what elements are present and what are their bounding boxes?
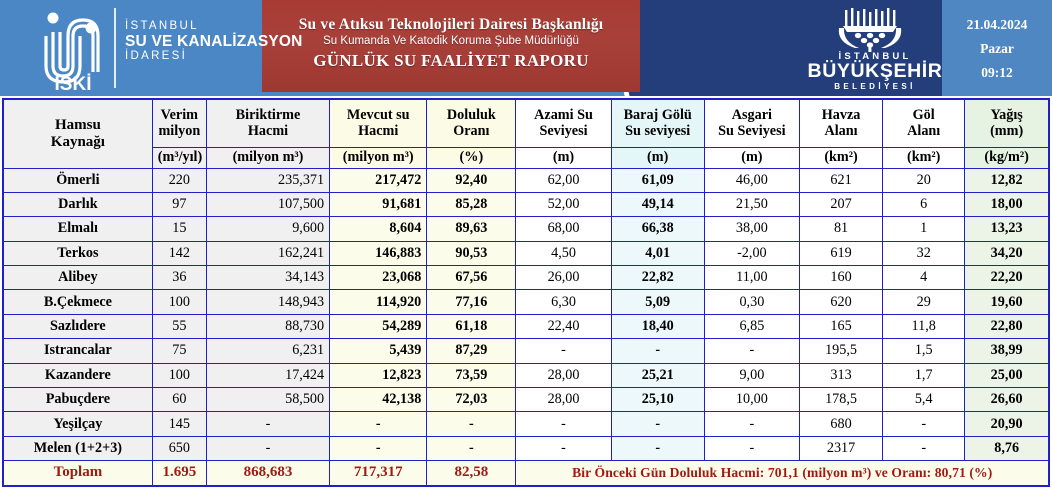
cell-azami: 52,00 (516, 192, 611, 216)
cell-baraj: 5,09 (611, 290, 704, 314)
unit-havza: (km²) (799, 147, 882, 168)
cell-yagis: 34,20 (965, 241, 1049, 265)
cell-havza: 621 (799, 168, 882, 192)
cell-biriktirme: 17,424 (206, 363, 329, 387)
cell-havza: 2317 (799, 436, 882, 460)
cell-gol: 29 (883, 290, 965, 314)
cell-yagis: 22,80 (965, 314, 1049, 338)
cell-asgari: 11,00 (704, 266, 799, 290)
cell-mevcut: - (330, 436, 427, 460)
cell-biriktirme: 58,500 (206, 388, 329, 412)
cell-baraj: 49,14 (611, 192, 704, 216)
cell-azami: 22,40 (516, 314, 611, 338)
report-time: 09:12 (981, 65, 1013, 80)
cell-havza: 195,5 (799, 339, 882, 363)
cell-mevcut: 12,823 (330, 363, 427, 387)
cell-doluluk: 67,56 (427, 266, 516, 290)
iski-line3: İDARESİ (125, 50, 188, 63)
cell-asgari: -2,00 (704, 241, 799, 265)
cell-name: Istrancalar (3, 339, 152, 363)
table-row (3, 192, 1049, 216)
cell-havza: 178,5 (799, 388, 882, 412)
cell-name: Kazandere (3, 363, 152, 387)
cell-asgari: 21,50 (704, 192, 799, 216)
report-day: Pazar (980, 41, 1014, 56)
page-title: GÜNLÜK SU FAALİYET RAPORU (313, 51, 589, 70)
water-sources-table (2, 98, 1050, 487)
cell-biriktirme: 34,143 (206, 266, 329, 290)
table-row (3, 314, 1049, 338)
cell-name: Yeşilçay (3, 412, 152, 436)
ibb-line2: BÜYÜKŞEHİR (807, 60, 943, 82)
cell-doluluk: 72,03 (427, 388, 516, 412)
cell-azami: 6,30 (516, 290, 611, 314)
cell-baraj: 25,10 (611, 388, 704, 412)
cell-mevcut: 217,472 (330, 168, 427, 192)
table-row (3, 339, 1049, 363)
cell-baraj: 4,01 (611, 241, 704, 265)
cell-gol: - (883, 412, 965, 436)
total-label: Toplam (3, 461, 152, 486)
cell-havza: 160 (799, 266, 882, 290)
cell-yagis: 12,82 (965, 168, 1049, 192)
col-header-source: Hamsu Kaynağı (3, 99, 152, 168)
cell-asgari: - (704, 339, 799, 363)
table-header-row (3, 99, 1049, 147)
cell-doluluk: 92,40 (427, 168, 516, 192)
cell-yagis: 13,23 (965, 217, 1049, 241)
col-header-baraj: Baraj Gölü Su seviyesi (611, 99, 704, 147)
cell-havza: 313 (799, 363, 882, 387)
iski-line1: İSTANBUL (125, 20, 199, 32)
table-row (3, 436, 1049, 460)
cell-gol: 5,4 (883, 388, 965, 412)
cell-azami: 4,50 (516, 241, 611, 265)
col-header-doluluk: Doluluk Oranı (427, 99, 516, 147)
cell-yagis: 8,76 (965, 436, 1049, 460)
unit-baraj: (m) (611, 147, 704, 168)
col-header-gol: Göl Alanı (883, 99, 965, 147)
cell-havza: 81 (799, 217, 882, 241)
unit-title: Su Kumanda Ve Katodik Koruma Şube Müdürlüğü (323, 35, 579, 47)
col-header-azami: Azami Su Seviyesi (516, 99, 611, 147)
cell-biriktirme: 162,241 (206, 241, 329, 265)
cell-azami: - (516, 436, 611, 460)
table-row (3, 168, 1049, 192)
cell-name: Terkos (3, 241, 152, 265)
cell-biriktirme: 148,943 (206, 290, 329, 314)
cell-biriktirme: - (206, 436, 329, 460)
cell-yagis: 20,90 (965, 412, 1049, 436)
cell-havza: 680 (799, 412, 882, 436)
cell-name: Sazlıdere (3, 314, 152, 338)
cell-gol: 32 (883, 241, 965, 265)
cell-yagis: 38,99 (965, 339, 1049, 363)
cell-asgari: 10,00 (704, 388, 799, 412)
cell-havza: 165 (799, 314, 882, 338)
cell-yagis: 26,60 (965, 388, 1049, 412)
cell-gol: 4 (883, 266, 965, 290)
cell-azami: 28,00 (516, 388, 611, 412)
cell-doluluk: 85,28 (427, 192, 516, 216)
col-header-mevcut: Mevcut su Hacmi (330, 99, 427, 147)
cell-verim: 60 (152, 388, 206, 412)
table-unit-row (3, 147, 1049, 168)
cell-doluluk: - (427, 412, 516, 436)
cell-mevcut: 23,068 (330, 266, 427, 290)
unit-azami: (m) (516, 147, 611, 168)
cell-havza: 619 (799, 241, 882, 265)
unit-doluluk: (%) (427, 147, 516, 168)
cell-mevcut: 5,439 (330, 339, 427, 363)
cell-doluluk: 77,16 (427, 290, 516, 314)
total-biriktirme: 868,683 (206, 461, 329, 486)
cell-gol: 1 (883, 217, 965, 241)
cell-name: Ömerli (3, 168, 152, 192)
table-row (3, 412, 1049, 436)
cell-biriktirme: 235,371 (206, 168, 329, 192)
cell-mevcut: - (330, 412, 427, 436)
col-header-biriktirme: Biriktirme Hacmi (206, 99, 329, 147)
cell-doluluk: 87,29 (427, 339, 516, 363)
cell-verim: 100 (152, 363, 206, 387)
iski-wordmark (125, 20, 303, 63)
cell-baraj: 25,21 (611, 363, 704, 387)
cell-yagis: 25,00 (965, 363, 1049, 387)
cell-baraj: - (611, 412, 704, 436)
col-header-yagis: Yağış (mm) (965, 99, 1049, 147)
cell-azami: 28,00 (516, 363, 611, 387)
cell-mevcut: 91,681 (330, 192, 427, 216)
svg-text:İSKİ: İSKİ (54, 74, 92, 92)
unit-yagis: (kg/m²) (965, 147, 1049, 168)
report-date: 21.04.2024 (966, 17, 1028, 32)
cell-azami: - (516, 412, 611, 436)
header-divider (114, 8, 116, 88)
cell-verim: 55 (152, 314, 206, 338)
iski-logo-icon (33, 6, 113, 92)
unit-mevcut: (milyon m³) (330, 147, 427, 168)
cell-name: Melen (1+2+3) (3, 436, 152, 460)
table-row (3, 388, 1049, 412)
cell-baraj: 18,40 (611, 314, 704, 338)
table-row (3, 266, 1049, 290)
table-body (3, 168, 1049, 461)
cell-asgari: - (704, 412, 799, 436)
cell-gol: 20 (883, 168, 965, 192)
cell-baraj: 22,82 (611, 266, 704, 290)
table-row (3, 363, 1049, 387)
cell-gol: 1,5 (883, 339, 965, 363)
total-doluluk: 82,58 (427, 461, 516, 486)
unit-gol: (km²) (883, 147, 965, 168)
total-mevcut: 717,317 (330, 461, 427, 486)
department-title: Su ve Atıksu Teknolojileri Dairesi Başkanlığı (298, 16, 604, 33)
cell-verim: 75 (152, 339, 206, 363)
col-header-verim: Verim milyon (152, 99, 206, 147)
cell-azami: - (516, 339, 611, 363)
ibb-logo (795, 8, 955, 92)
cell-verim: 15 (152, 217, 206, 241)
cell-biriktirme: 88,730 (206, 314, 329, 338)
cell-verim: 650 (152, 436, 206, 460)
cell-azami: 26,00 (516, 266, 611, 290)
cell-name: Elmalı (3, 217, 152, 241)
cell-name: B.Çekmece (3, 290, 152, 314)
cell-mevcut: 114,920 (330, 290, 427, 314)
cell-verim: 145 (152, 412, 206, 436)
cell-azami: 62,00 (516, 168, 611, 192)
ibb-line3: BELEDİYESİ (834, 81, 916, 91)
cell-verim: 36 (152, 266, 206, 290)
cell-azami: 68,00 (516, 217, 611, 241)
cell-doluluk: - (427, 436, 516, 460)
table-total-row (3, 461, 1049, 486)
ibb-mosque-icon (795, 8, 955, 50)
cell-yagis: 19,60 (965, 290, 1049, 314)
cell-verim: 100 (152, 290, 206, 314)
cell-gol: 6 (883, 192, 965, 216)
cell-mevcut: 54,289 (330, 314, 427, 338)
cell-biriktirme: - (206, 412, 329, 436)
cell-asgari: 38,00 (704, 217, 799, 241)
unit-biriktirme: (milyon m³) (206, 147, 329, 168)
cell-mevcut: 42,138 (330, 388, 427, 412)
cell-doluluk: 61,18 (427, 314, 516, 338)
cell-doluluk: 73,59 (427, 363, 516, 387)
cell-gol: 11,8 (883, 314, 965, 338)
ibb-line1: İSTANBUL (838, 51, 912, 62)
report-table-zone (0, 96, 1052, 496)
cell-gol: 1,7 (883, 363, 965, 387)
cell-gol: - (883, 436, 965, 460)
cell-yagis: 22,20 (965, 266, 1049, 290)
cell-asgari: 0,30 (704, 290, 799, 314)
cell-asgari: - (704, 436, 799, 460)
col-header-havza: Havza Alanı (799, 99, 882, 147)
cell-verim: 97 (152, 192, 206, 216)
cell-doluluk: 90,53 (427, 241, 516, 265)
unit-verim: (m³/yıl) (152, 147, 206, 168)
col-header-asgari: Asgari Su Seviyesi (704, 99, 799, 147)
cell-havza: 207 (799, 192, 882, 216)
iski-line2: SU VE KANALİZASYON (125, 32, 303, 50)
cell-asgari: 6,85 (704, 314, 799, 338)
cell-name: Alibey (3, 266, 152, 290)
report-title-plate (262, 0, 640, 92)
cell-asgari: 9,00 (704, 363, 799, 387)
cell-mevcut: 8,604 (330, 217, 427, 241)
cell-name: Darlık (3, 192, 152, 216)
cell-yagis: 18,00 (965, 192, 1049, 216)
cell-biriktirme: 107,500 (206, 192, 329, 216)
cell-verim: 220 (152, 168, 206, 192)
total-verim: 1.695 (152, 461, 206, 486)
cell-baraj: - (611, 339, 704, 363)
cell-havza: 620 (799, 290, 882, 314)
cell-mevcut: 146,883 (330, 241, 427, 265)
date-panel (942, 0, 1052, 96)
table-row (3, 241, 1049, 265)
cell-baraj: 61,09 (611, 168, 704, 192)
cell-verim: 142 (152, 241, 206, 265)
unit-asgari: (m) (704, 147, 799, 168)
cell-baraj: - (611, 436, 704, 460)
previous-day-note: Bir Önceki Gün Doluluk Hacmi: 701,1 (milyon m³) ve Oranı: 80,71 (%) (516, 461, 1049, 486)
cell-asgari: 46,00 (704, 168, 799, 192)
cell-baraj: 66,38 (611, 217, 704, 241)
table-row (3, 290, 1049, 314)
page-header (0, 0, 1052, 96)
cell-biriktirme: 6,231 (206, 339, 329, 363)
cell-doluluk: 89,63 (427, 217, 516, 241)
cell-name: Pabuçdere (3, 388, 152, 412)
table-row (3, 217, 1049, 241)
cell-biriktirme: 9,600 (206, 217, 329, 241)
